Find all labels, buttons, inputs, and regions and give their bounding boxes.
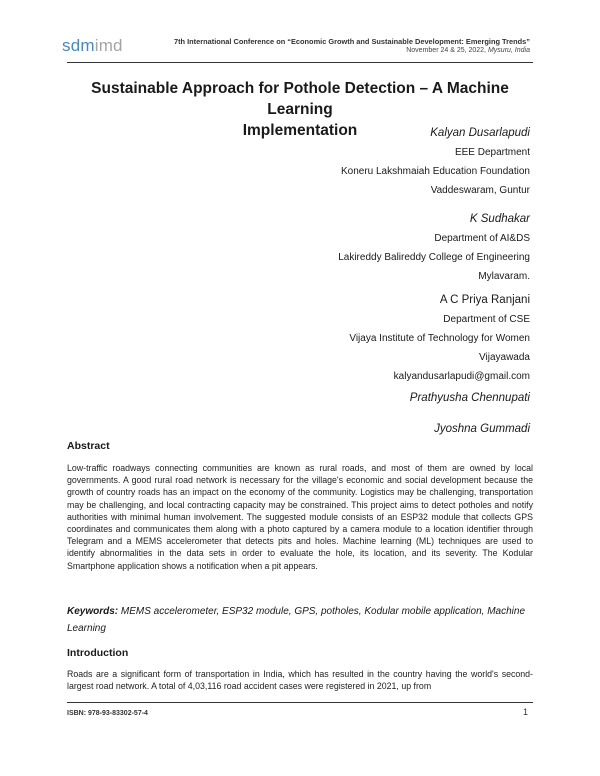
author-department: Department of AI&DS [434, 233, 530, 244]
logo-text-part1: sdm [62, 36, 95, 55]
keywords [67, 603, 533, 637]
author-name: A C Priya Ranjani [439, 294, 530, 306]
keywords-text: MEMS accelerometer, ESP32 module, GPS, potholes, Kodular mobile application, Machine Learning [67, 606, 526, 634]
logo-text-part2: imd [94, 36, 123, 55]
author-block-2 [338, 210, 530, 286]
abstract-heading: Abstract [67, 440, 110, 452]
author-institution: Koneru Lakshmaiah Education Foundation [340, 166, 530, 177]
author-block-3 [349, 291, 530, 386]
author-email[interactable]: kalyandusarlapudi@gmail.com [393, 371, 530, 382]
author-location: Vijayawada [479, 352, 530, 363]
header-divider [67, 62, 533, 63]
author-name-4: Prathyusha Chennupati [409, 392, 530, 404]
paper-title-line1: Sustainable Approach for Pothole Detection – A Machine Learning [91, 80, 509, 118]
conference-title: 7th International Conference on “Economic Growth and Sustainable Development: Emerging Trends” [173, 37, 530, 46]
author-department: EEE Department [454, 147, 530, 158]
conference-date: November 24 & 25, 2022, [406, 47, 487, 54]
introduction-heading: Introduction [67, 647, 129, 659]
conference-logo [62, 36, 123, 56]
author-institution: Lakireddy Balireddy College of Engineering [338, 252, 530, 263]
abstract-text: Low-traffic roadways connecting communities are known as rural roads, and most of them are owned by local governments. A good rural road network is necessary for the village's economic and social development because the growth of country roads has an impact on the economy of the community. Logistics may be challenging, transportation may be challenging, and local contracting capacity may be constrained. This project aims to detect potholes and notify authorities with minimal human involvement. The suggested module consists of an ESP32 module that collects GPS coordinates and communicates them along with a photo captured by a camera module to a location identifier through Telegram and a MEMS accelerometer that detects pits and holes. Machine learning (ML) techniques are used to identify abnormalities in the data sets in order to evaluate the hole, its location, and its severity. The Kodular Smartphone application shows a notification when a pit appears. [67, 463, 533, 571]
author-location: Mylavaram. [478, 271, 530, 282]
author-block-1 [341, 124, 530, 200]
author-name: K Sudhakar [469, 213, 530, 225]
author-department: Department of CSE [443, 314, 530, 325]
footer-divider [67, 702, 533, 703]
author-institution: Vijaya Institute of Technology for Women [349, 333, 530, 344]
introduction-text: Roads are a significant form of transportation in India, which has resulted in the country having the world's second-largest road network. A total of 4,03,116 road accident cases were registered in 2021, up from [67, 669, 533, 692]
author-name-5: Jyoshna Gummadi [434, 423, 530, 435]
conference-date-location [150, 47, 530, 54]
author-location: Vaddeswaram, Guntur [430, 185, 530, 196]
conference-location: Mysuru, India [487, 47, 530, 54]
keywords-label: Keywords: [67, 606, 119, 617]
author-name: Kalyan Dusarlapudi [430, 127, 530, 139]
page-number: 1 [522, 707, 528, 717]
isbn: ISBN: 978-93-83302-57-4 [67, 710, 148, 717]
paper-title-line2: Implementation [242, 122, 358, 139]
